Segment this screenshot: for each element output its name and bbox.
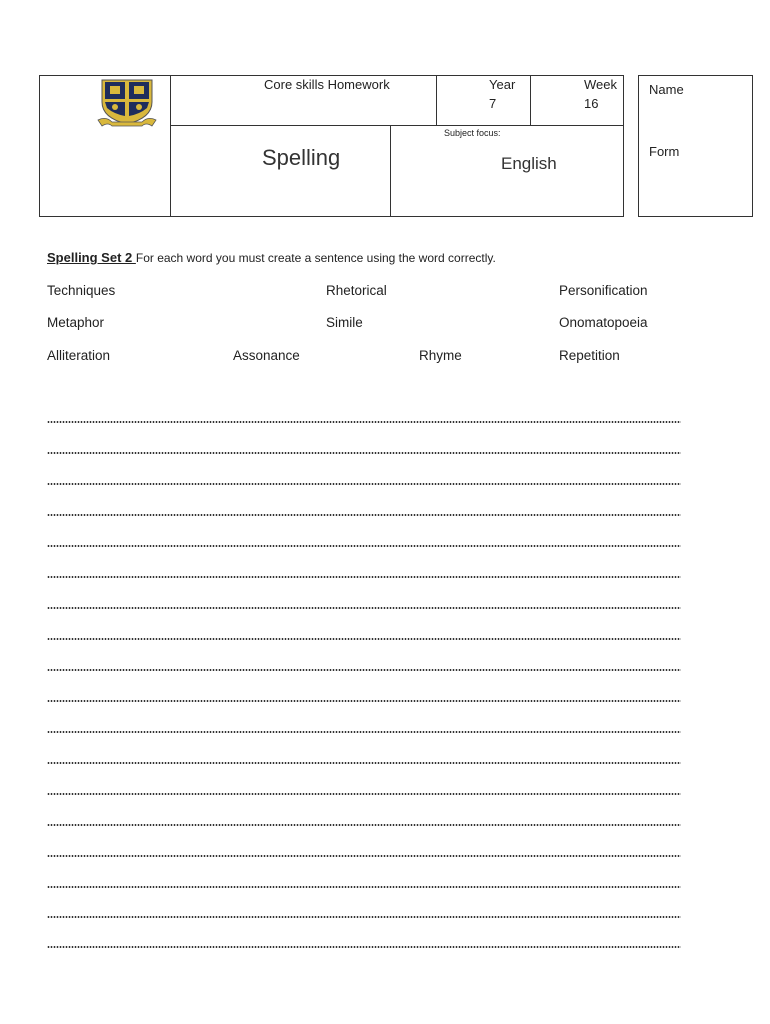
writing-line[interactable] <box>47 483 681 485</box>
writing-line[interactable] <box>47 452 681 454</box>
homework-title: Core skills Homework <box>264 77 390 92</box>
spelling-word: Simile <box>326 315 363 330</box>
spelling-word: Metaphor <box>47 315 105 330</box>
writing-line[interactable] <box>47 793 681 795</box>
spelling-set-title: Spelling Set 2 <box>47 250 136 265</box>
spelling-instruction: For each word you must create a sentence using the word correctly. <box>135 251 496 265</box>
subject-focus-label: Subject focus: <box>444 128 501 138</box>
spelling-word: Rhyme <box>419 348 462 363</box>
writing-line[interactable] <box>47 514 681 516</box>
spelling-word: Onomatopoeia <box>559 315 648 330</box>
spelling-word: Assonance <box>233 348 300 363</box>
spelling-word: Alliteration <box>47 348 111 363</box>
writing-line[interactable] <box>47 421 681 423</box>
week-label: Week <box>584 77 617 92</box>
writing-line[interactable] <box>47 607 681 609</box>
writing-line[interactable] <box>47 762 681 764</box>
writing-line[interactable] <box>47 855 681 857</box>
spelling-word: Techniques <box>47 283 116 298</box>
spelling-word: Repetition <box>559 348 620 363</box>
form-label: Form <box>649 144 680 159</box>
spelling-word: Rhetorical <box>326 283 387 298</box>
writing-line[interactable] <box>47 545 681 547</box>
writing-line[interactable] <box>47 946 681 948</box>
writing-line[interactable] <box>47 731 681 733</box>
writing-line[interactable] <box>47 916 681 918</box>
writing-line[interactable] <box>47 669 681 671</box>
writing-line[interactable] <box>47 824 681 826</box>
year-value: 7 <box>489 96 497 111</box>
topic-title: Spelling <box>262 145 341 170</box>
subject-name: English <box>501 154 557 173</box>
spelling-instructions <box>47 250 496 265</box>
writing-line[interactable] <box>47 638 681 640</box>
year-label: Year <box>489 77 516 92</box>
writing-line[interactable] <box>47 576 681 578</box>
writing-line[interactable] <box>47 700 681 702</box>
week-value: 16 <box>584 96 599 111</box>
name-label: Name <box>649 82 684 97</box>
writing-line[interactable] <box>47 886 681 888</box>
school-crest-icon <box>96 76 158 130</box>
spelling-word: Personification <box>559 283 648 298</box>
